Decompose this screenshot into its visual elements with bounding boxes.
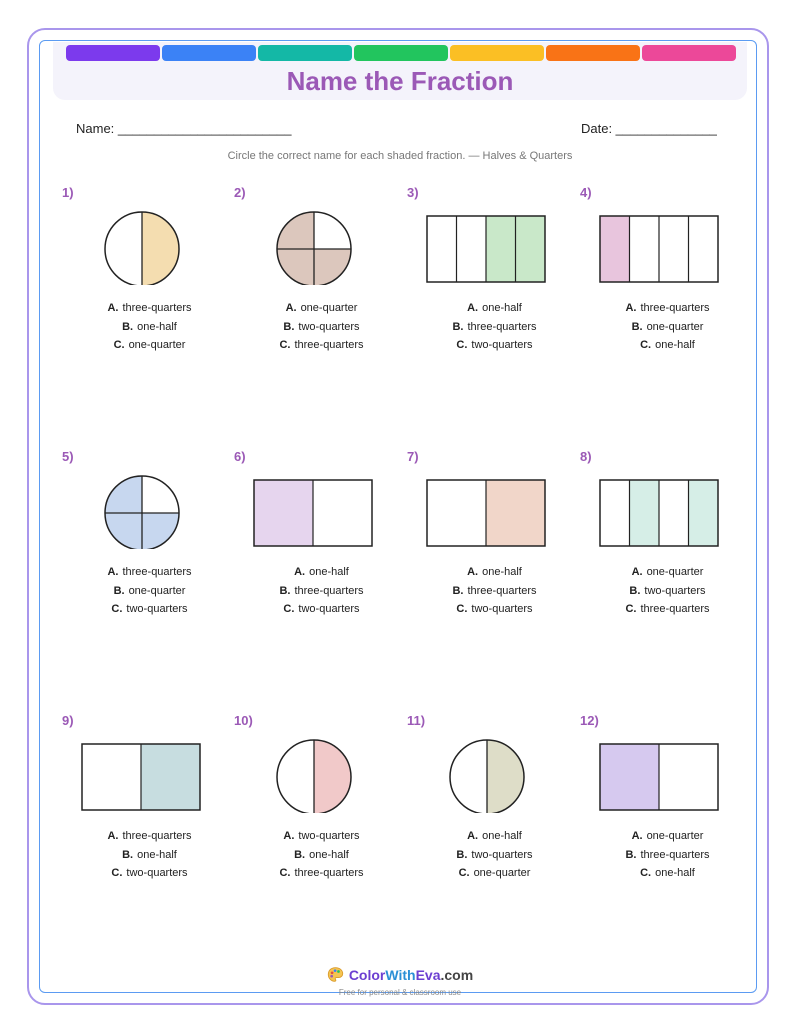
choice-letter: B. [631, 320, 643, 333]
problem-8 [580, 449, 755, 689]
choice-letter: B. [283, 320, 295, 333]
shaded-part [277, 249, 314, 285]
answer-choice[interactable] [62, 603, 237, 622]
answer-choice[interactable] [580, 321, 755, 340]
answer-choice[interactable] [580, 339, 755, 358]
problem-number: 6) [234, 449, 246, 464]
rainbow-segment [258, 45, 352, 61]
choice-letter: B. [122, 848, 134, 861]
choice-text: three-quarters [122, 566, 192, 578]
shaded-part [516, 216, 546, 282]
answer-choice[interactable] [234, 566, 409, 585]
answer-choice[interactable] [407, 603, 582, 622]
palette-icon [327, 966, 344, 983]
choice-letter: B. [294, 848, 306, 861]
problem-5 [62, 449, 237, 689]
choice-letter: C. [111, 867, 123, 879]
answer-choice[interactable] [407, 849, 582, 868]
choice-text: three-quarters [640, 848, 710, 861]
brand-color: Color [348, 966, 386, 983]
shaded-part [254, 480, 313, 546]
choice-text: one-half [655, 867, 695, 879]
answer-choices [234, 566, 409, 622]
choice-text: three-quarters [122, 830, 192, 842]
choice-text: two-quarters [126, 603, 188, 615]
fraction-circle [234, 733, 409, 813]
shaded-part [600, 744, 659, 810]
answer-choices [580, 566, 755, 622]
problem-number: 1) [62, 185, 74, 200]
problem-number: 12) [580, 713, 599, 728]
choice-letter: C. [456, 339, 468, 351]
page-title: Name the Fraction [286, 66, 514, 96]
problem-number: 11) [407, 713, 426, 728]
choice-text: one-quarter [646, 320, 704, 333]
answer-choice[interactable] [580, 830, 755, 849]
choice-text: three-quarters [467, 320, 537, 333]
rainbow-segment [354, 45, 448, 61]
choice-text: one-half [482, 302, 522, 314]
answer-choice[interactable] [580, 566, 755, 585]
answer-choices [62, 566, 237, 622]
answer-choice[interactable] [407, 867, 582, 886]
choice-text: one-quarter [300, 302, 358, 314]
choice-text: three-quarters [294, 584, 364, 597]
choice-letter: B. [452, 320, 464, 333]
fraction-bar [407, 469, 582, 549]
rainbow-segment [450, 45, 544, 61]
problem-number: 7) [407, 449, 419, 464]
answer-choice[interactable] [62, 302, 237, 321]
problem-number: 8) [580, 449, 592, 464]
choice-letter: C. [625, 603, 637, 615]
choice-letter: A. [631, 566, 643, 578]
answer-choice[interactable] [407, 830, 582, 849]
brand-eva: Eva [415, 966, 441, 983]
choice-text: one-half [482, 830, 522, 842]
choice-letter: B. [113, 584, 125, 597]
fraction-circle [234, 205, 409, 285]
answer-choices [580, 302, 755, 358]
answer-choice[interactable] [580, 585, 755, 604]
brand-logo[interactable] [327, 966, 473, 983]
answer-choice[interactable] [407, 566, 582, 585]
answer-choice[interactable] [580, 302, 755, 321]
choice-letter: B. [629, 584, 641, 597]
brand-tld: .com [440, 966, 474, 983]
answer-choices [580, 830, 755, 886]
shaded-part [105, 513, 142, 549]
shaded-part [689, 480, 719, 546]
problem-10 [234, 713, 409, 953]
answer-choice[interactable] [234, 830, 409, 849]
answer-choice[interactable] [234, 302, 409, 321]
choice-text: one-quarter [128, 339, 186, 351]
choice-text: two-quarters [298, 320, 360, 333]
choice-letter: A. [285, 302, 297, 314]
choice-letter: B. [122, 320, 134, 333]
choice-letter: A. [467, 830, 479, 842]
problem-number: 3) [407, 185, 419, 200]
problem-number: 10) [234, 713, 253, 728]
answer-choice[interactable] [234, 339, 409, 358]
choice-text: one-quarter [646, 830, 704, 842]
answer-choice[interactable] [234, 867, 409, 886]
rainbow-segment [162, 45, 256, 61]
fraction-bar [234, 469, 409, 549]
choice-letter: A. [625, 302, 637, 314]
choice-text: three-quarters [294, 867, 364, 879]
shaded-part [141, 744, 200, 810]
rainbow-segment [546, 45, 640, 61]
choice-letter: B. [452, 584, 464, 597]
choice-text: one-half [137, 848, 177, 861]
answer-choice[interactable] [62, 867, 237, 886]
problem-3 [407, 185, 582, 425]
fraction-bar [580, 469, 755, 549]
problem-number: 4) [580, 185, 592, 200]
shaded-part [630, 480, 660, 546]
choice-letter: C. [279, 867, 291, 879]
choice-text: two-quarters [644, 584, 706, 597]
answer-choice[interactable] [407, 339, 582, 358]
choice-letter: C. [640, 339, 652, 351]
answer-choice[interactable] [234, 603, 409, 622]
choice-text: one-half [309, 848, 349, 861]
choice-text: two-quarters [471, 603, 533, 615]
choice-text: three-quarters [467, 584, 537, 597]
rainbow-strip [66, 45, 736, 61]
choice-text: one-half [137, 320, 177, 333]
problem-number: 9) [62, 713, 74, 728]
problem-6 [234, 449, 409, 689]
problem-11 [407, 713, 582, 953]
fraction-bar [580, 733, 755, 813]
shaded-part [487, 740, 524, 813]
choice-text: two-quarters [126, 867, 188, 879]
choice-letter: C. [458, 867, 470, 879]
choice-text: two-quarters [298, 830, 360, 842]
choice-text: two-quarters [471, 848, 533, 861]
choice-text: one-half [309, 566, 349, 578]
choice-text: two-quarters [471, 339, 533, 351]
answer-choices [234, 302, 409, 358]
choice-letter: B. [456, 848, 468, 861]
problem-7 [407, 449, 582, 689]
answer-choice[interactable] [234, 849, 409, 868]
shaded-part [142, 212, 179, 285]
choice-letter: C. [456, 603, 468, 615]
brand-with: With [385, 966, 416, 983]
answer-choices [62, 302, 237, 358]
choice-letter: A. [467, 566, 479, 578]
date-field[interactable]: Date: ______________ [581, 121, 717, 136]
choice-text: one-quarter [128, 584, 186, 597]
answer-choice[interactable] [62, 321, 237, 340]
choice-letter: A. [631, 830, 643, 842]
answer-choices [407, 566, 582, 622]
answer-choice[interactable] [62, 566, 237, 585]
answer-choice[interactable] [62, 339, 237, 358]
shaded-part [142, 513, 179, 549]
choice-letter: C. [113, 339, 125, 351]
rainbow-segment [66, 45, 160, 61]
problem-number: 2) [234, 185, 246, 200]
choice-text: two-quarters [298, 603, 360, 615]
choice-text: one-quarter [473, 867, 531, 879]
name-field[interactable]: Name: ________________________ [76, 121, 292, 136]
choice-letter: C. [640, 867, 652, 879]
choice-letter: A. [283, 830, 295, 842]
answer-choice[interactable] [62, 830, 237, 849]
choice-text: three-quarters [640, 302, 710, 314]
choice-text: three-quarters [122, 302, 192, 314]
problem-2 [234, 185, 409, 425]
fraction-bar [62, 733, 237, 813]
shaded-part [314, 740, 351, 813]
choice-text: one-half [655, 339, 695, 351]
fraction-bar [580, 205, 755, 285]
shaded-part [600, 216, 630, 282]
shaded-part [486, 216, 516, 282]
choice-letter: C. [279, 339, 291, 351]
choice-letter: A. [107, 566, 119, 578]
problem-9 [62, 713, 237, 953]
choice-text: one-half [482, 566, 522, 578]
answer-choice[interactable] [62, 585, 237, 604]
choice-text: one-quarter [646, 566, 704, 578]
problem-1 [62, 185, 237, 425]
answer-choices [234, 830, 409, 886]
answer-choice[interactable] [407, 585, 582, 604]
answer-choice[interactable] [62, 849, 237, 868]
answer-choice[interactable] [580, 867, 755, 886]
answer-choice[interactable] [580, 849, 755, 868]
fraction-circle [62, 205, 237, 285]
choice-letter: B. [625, 848, 637, 861]
choice-letter: B. [279, 584, 291, 597]
answer-choice[interactable] [580, 603, 755, 622]
choice-letter: A. [467, 302, 479, 314]
fraction-circle [62, 469, 237, 549]
shaded-part [314, 249, 351, 285]
choice-letter: A. [107, 302, 119, 314]
problem-12 [580, 713, 755, 953]
problem-number: 5) [62, 449, 74, 464]
problem-4 [580, 185, 755, 425]
choice-letter: A. [294, 566, 306, 578]
choice-letter: A. [107, 830, 119, 842]
choice-letter: C. [283, 603, 295, 615]
answer-choice[interactable] [234, 585, 409, 604]
fraction-bar [407, 205, 582, 285]
rainbow-segment [642, 45, 736, 61]
choice-text: three-quarters [640, 603, 710, 615]
answer-choices [407, 830, 582, 886]
footer-tagline: Free for personal & classroom use [338, 988, 462, 997]
choice-text: three-quarters [294, 339, 364, 351]
footer [0, 966, 800, 997]
answer-choice[interactable] [234, 321, 409, 340]
fraction-circle [407, 733, 582, 813]
answer-choice[interactable] [407, 302, 582, 321]
choice-letter: C. [111, 603, 123, 615]
shaded-part [486, 480, 545, 546]
answer-choices [407, 302, 582, 358]
answer-choice[interactable] [407, 321, 582, 340]
answer-choices [62, 830, 237, 886]
instructions: Circle the correct name for each shaded fraction. — Halves & Quarters [227, 150, 573, 162]
